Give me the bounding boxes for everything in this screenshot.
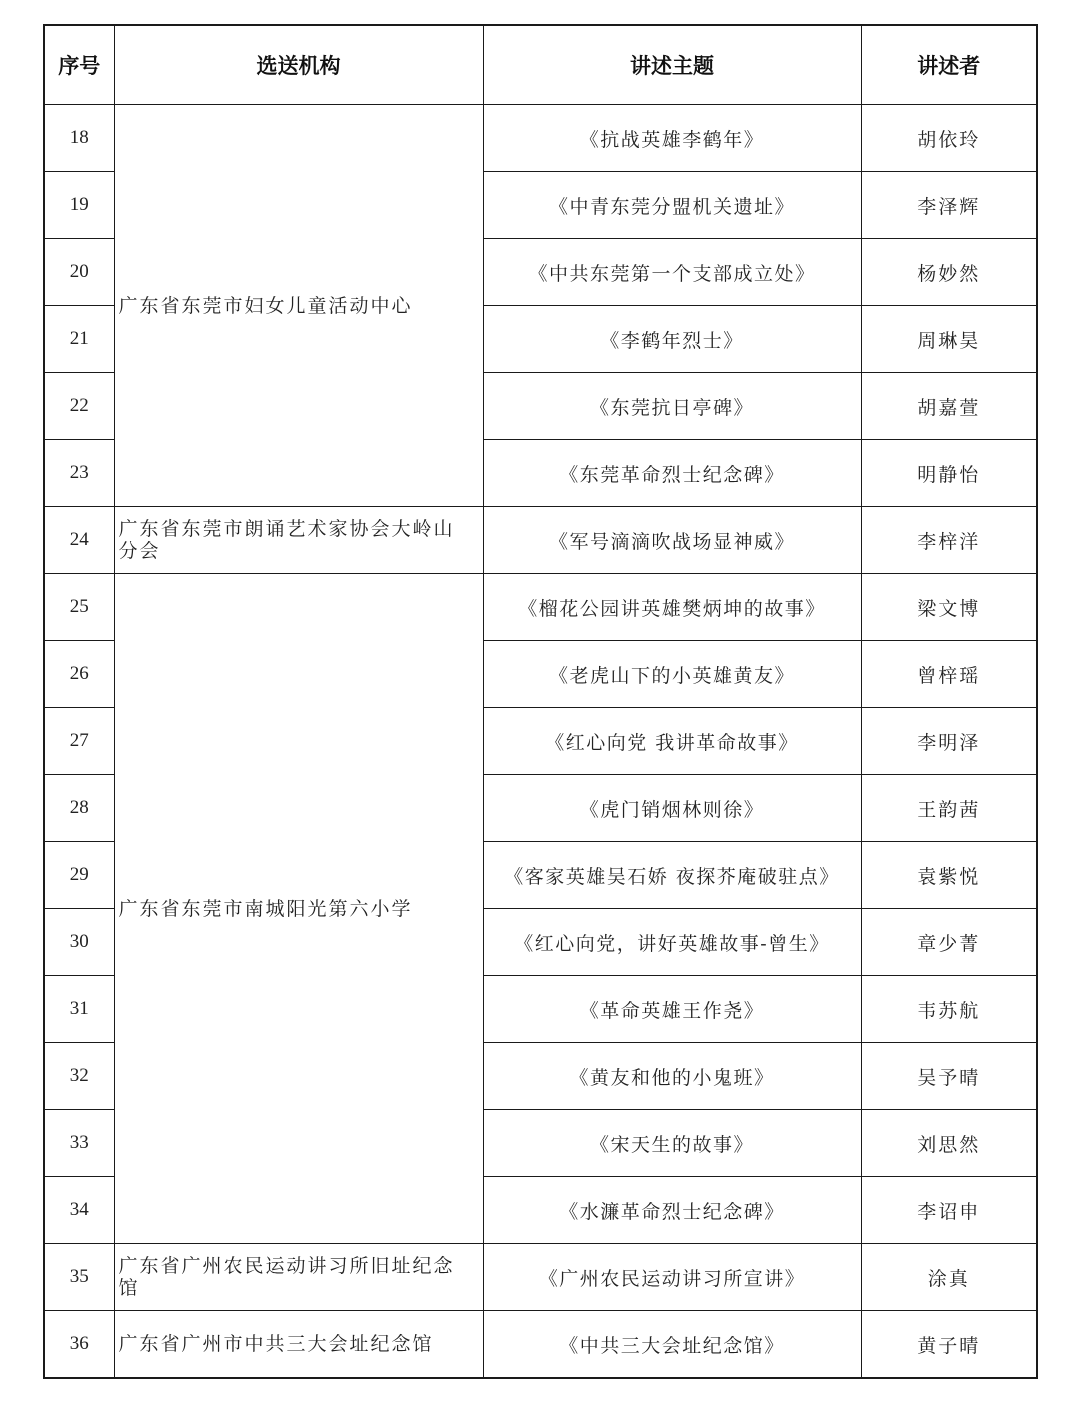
speaker-cell: 韦苏航 [861,976,1037,1043]
topic-cell: 《红心向党 我讲革命故事》 [483,708,861,775]
table-row [44,105,1037,172]
row-number: 22 [44,373,114,440]
organization-cell: 广东省广州农民运动讲习所旧址纪念馆 [114,1244,483,1311]
table-header [44,25,1037,105]
row-number: 23 [44,440,114,507]
speaker-cell: 李诏申 [861,1177,1037,1244]
row-number: 31 [44,976,114,1043]
topic-cell: 《宋天生的故事》 [483,1110,861,1177]
topic-cell: 《东莞抗日亭碑》 [483,373,861,440]
speaker-cell: 李泽辉 [861,172,1037,239]
topic-cell: 《军号滴滴吹战场显神威》 [483,507,861,574]
table-row [44,1311,1037,1379]
row-number: 21 [44,306,114,373]
speaker-cell: 王韵茜 [861,775,1037,842]
topic-cell: 《客家英雄吴石娇 夜探芥庵破驻点》 [483,842,861,909]
row-number: 32 [44,1043,114,1110]
speaker-cell: 刘思然 [861,1110,1037,1177]
row-number: 18 [44,105,114,172]
row-number: 35 [44,1244,114,1311]
row-number: 34 [44,1177,114,1244]
speaker-cell: 涂真 [861,1244,1037,1311]
topic-cell: 《李鹤年烈士》 [483,306,861,373]
topic-cell: 《榴花公园讲英雄樊炳坤的故事》 [483,574,861,641]
row-number: 27 [44,708,114,775]
row-number: 36 [44,1311,114,1379]
topic-cell: 《东莞革命烈士纪念碑》 [483,440,861,507]
table-row [44,574,1037,641]
topic-cell: 《虎门销烟林则徐》 [483,775,861,842]
speaker-cell: 袁紫悦 [861,842,1037,909]
topic-cell: 《水濂革命烈士纪念碑》 [483,1177,861,1244]
organization-cell: 广东省广州市中共三大会址纪念馆 [114,1311,483,1379]
row-number: 28 [44,775,114,842]
speaker-cell: 李梓洋 [861,507,1037,574]
program-table [43,24,1038,1379]
speaker-cell: 明静怡 [861,440,1037,507]
speaker-cell: 周琳昊 [861,306,1037,373]
header-row [44,25,1037,105]
row-number: 29 [44,842,114,909]
topic-cell: 《中共三大会址纪念馆》 [483,1311,861,1379]
organization-cell: 广东省东莞市朗诵艺术家协会大岭山分会 [114,507,483,574]
speaker-cell: 胡依玲 [861,105,1037,172]
speaker-cell: 黄子晴 [861,1311,1037,1379]
row-number: 33 [44,1110,114,1177]
speaker-cell: 杨妙然 [861,239,1037,306]
topic-cell: 《红心向党，讲好英雄故事-曾生》 [483,909,861,976]
header-org: 选送机构 [114,25,483,105]
topic-cell: 《黄友和他的小鬼班》 [483,1043,861,1110]
topic-cell: 《广州农民运动讲习所宣讲》 [483,1244,861,1311]
speaker-cell: 章少菁 [861,909,1037,976]
speaker-cell: 吴予晴 [861,1043,1037,1110]
organization-cell: 广东省东莞市妇女儿童活动中心 [114,105,483,507]
row-number: 24 [44,507,114,574]
speaker-cell: 胡嘉萱 [861,373,1037,440]
header-no: 序号 [44,25,114,105]
header-topic: 讲述主题 [483,25,861,105]
header-speaker: 讲述者 [861,25,1037,105]
table-row [44,1244,1037,1311]
speaker-cell: 曾梓瑶 [861,641,1037,708]
topic-cell: 《中共东莞第一个支部成立处》 [483,239,861,306]
row-number: 26 [44,641,114,708]
organization-cell: 广东省东莞市南城阳光第六小学 [114,574,483,1244]
topic-cell: 《老虎山下的小英雄黄友》 [483,641,861,708]
row-number: 19 [44,172,114,239]
table-body [44,105,1037,1379]
topic-cell: 《中青东莞分盟机关遗址》 [483,172,861,239]
table-row [44,507,1037,574]
speaker-cell: 梁文博 [861,574,1037,641]
topic-cell: 《抗战英雄李鹤年》 [483,105,861,172]
row-number: 20 [44,239,114,306]
topic-cell: 《革命英雄王作尧》 [483,976,861,1043]
speaker-cell: 李明泽 [861,708,1037,775]
row-number: 25 [44,574,114,641]
row-number: 30 [44,909,114,976]
